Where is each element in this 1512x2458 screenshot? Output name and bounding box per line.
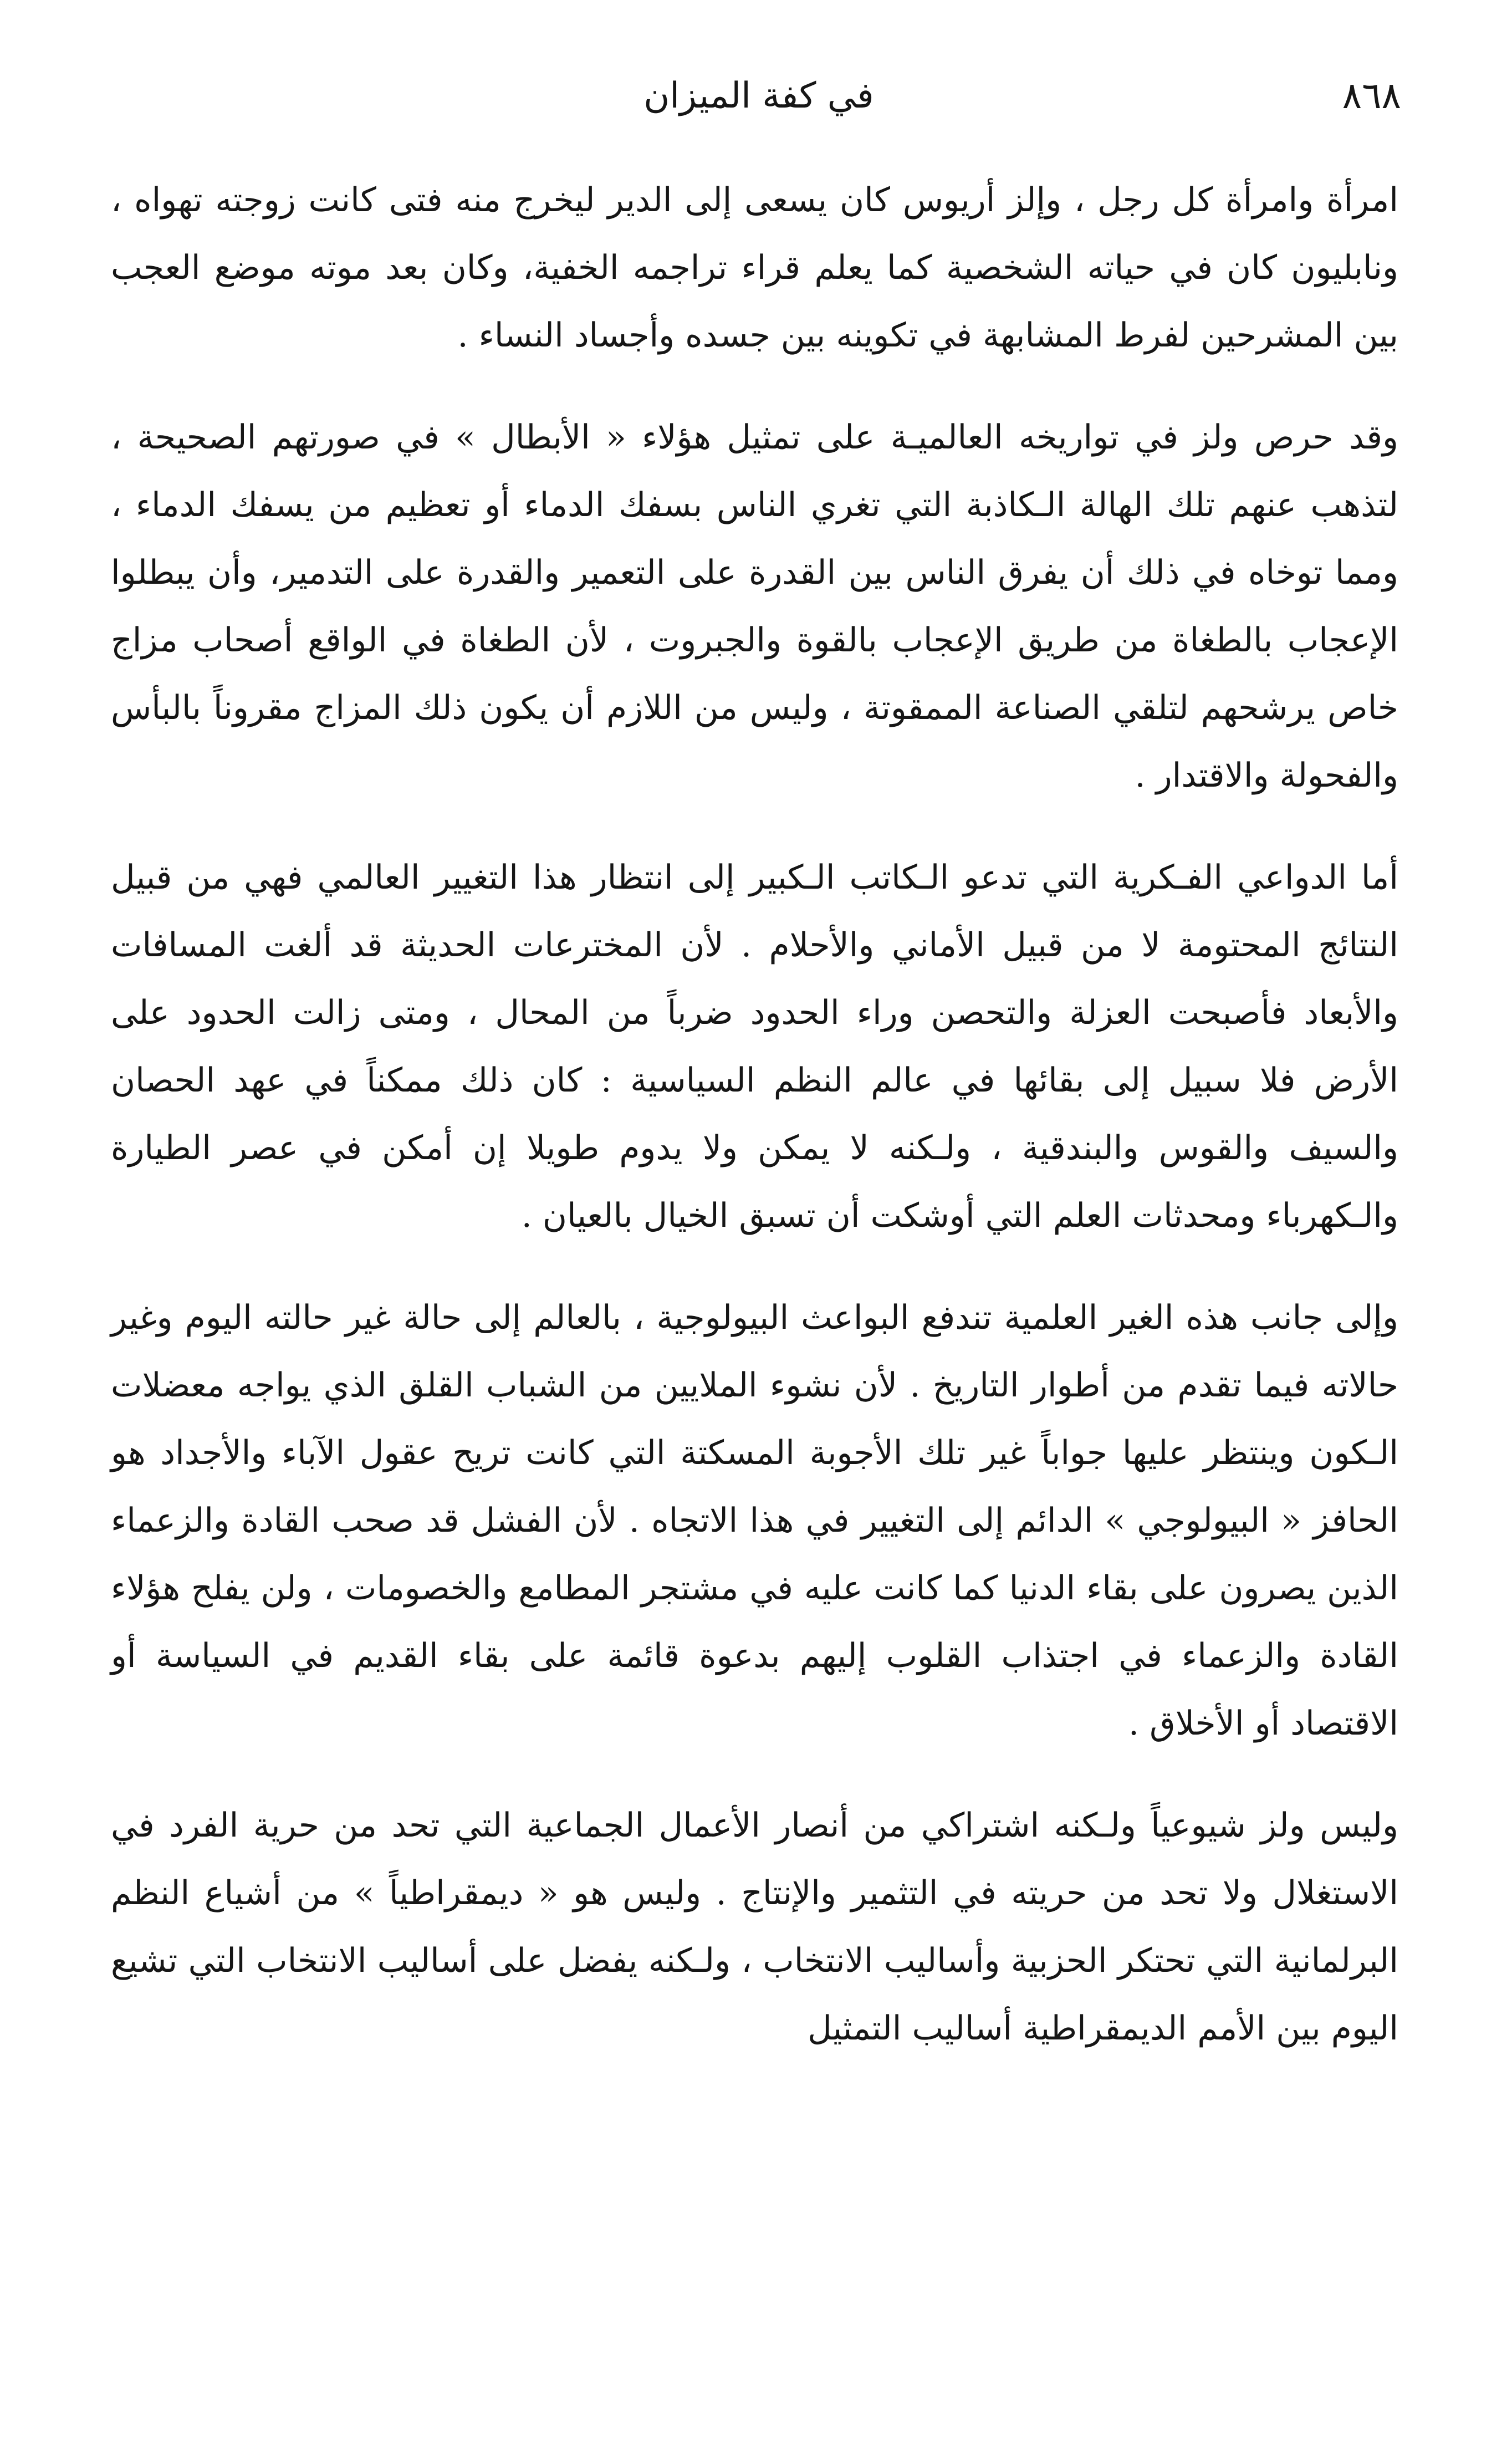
paragraph-3: أما الدواعي الفـكرية التي تدعو الـكاتب الـكبير إلى انتظار هذا التغيير العالمي فهي من قبيل النتائج المحتومة لا من قبيل الأماني والأحلام . لأن المخترعات الحديثة قد ألغت المسافات والأبعاد فأصبحت العزلة والتحصن وراء الحدود ضرباً من المحال ، ومتى زالت الحدود على الأرض فلا سبيل إلى بقائها في عالم النظم السياسية : كان ذلك ممكناً في عهد الحصان والسيف والقوس والبندقية ، ولـكنه لا يمكن ولا يدوم طويلا إن أمكن في عصر الطيارة والـكهرباء ومحدثات العلم التي أوشكت أن تسبق الخيال بالعيان . [111, 858, 1398, 1235]
paragraph-5: وليس ولز شيوعياً ولـكنه اشتراكي من أنصار الأعمال الجماعية التي تحد من حرية الفرد في الاستغلال ولا تحد من حريته في التثمير والإنتاج . وليس هو « ديمقراطياً » من أشياع النظم البرلمانية التي تحتكر الحزبية وأساليب الانتخاب ، ولـكنه يفضل على أساليب الانتخاب التي تشيع اليوم بين الأمم الديمقراطية أساليب التمثيل [111, 1806, 1398, 2048]
paragraph-2: وقد حرص ولز في تواريخه العالميـة على تمثيل هؤلاء « الأبطال » في صورتهم الصحيحة ، لتذهب عنهم تلك الهالة الـكاذبة التي تغري الناس بسفك الدماء أو تعظيم من يسفك الدماء ، ومما توخاه في ذلك أن يفرق الناس بين القدرة على التعمير والقدرة على التدمير، وأن يبطلوا الإعجاب بالطغاة من طريق الإعجاب بالقوة والجبروت ، لأن الطغاة في الواقع أصحاب مزاج خاص يرشحهم لتلقي الصناعة الممقوتة ، وليس من اللازم أن يكون ذلك المزاج مقروناً بالبأس والفحولة والاقتدار . [111, 418, 1398, 795]
page-body [111, 166, 1398, 2097]
running-title: في كفة الميزان [643, 75, 874, 116]
page-header [116, 65, 1401, 126]
paragraph-1: امرأة وامرأة كل رجل ، وإلز أريوس كان يسعى إلى الدير ليخرج منه فتى كانت زوجته تهواه ، ونابليون كان في حياته الشخصية كما يعلم قراء تراجمه الخفية، وكان بعد موته موضع العجب بين المشرحين لفرط المشابهة في تكوينه بين جسده وأجساد النساء . [111, 181, 1398, 355]
paragraph-4: وإلى جانب هذه الغير العلمية تندفع البواعث البيولوجية ، بالعالم إلى حالة غير حالته اليوم وغير حالاته فيما تقدم من أطوار التاريخ . لأن نشوء الملايين من الشباب القلق الذي يواجه معضلات الـكون وينتظر عليها جواباً غير تلك الأجوبة المسكتة التي كانت تريح عقول الآباء والأجداد هو الحافز « البيولوجي » الدائم إلى التغيير في هذا الاتجاه . لأن الفشل قد صحب القادة والزعماء الذين يصرون على بقاء الدنيا كما كانت عليه في مشتجر المطامع والخصومات ، ولن يفلح هؤلاء القادة والزعماء في اجتذاب القلوب إليهم بدعوة قائمة على بقاء القديم في السياسة أو الاقتصاد أو الأخلاق . [111, 1298, 1398, 1743]
page-number: ٨٦٨ [1342, 74, 1401, 117]
